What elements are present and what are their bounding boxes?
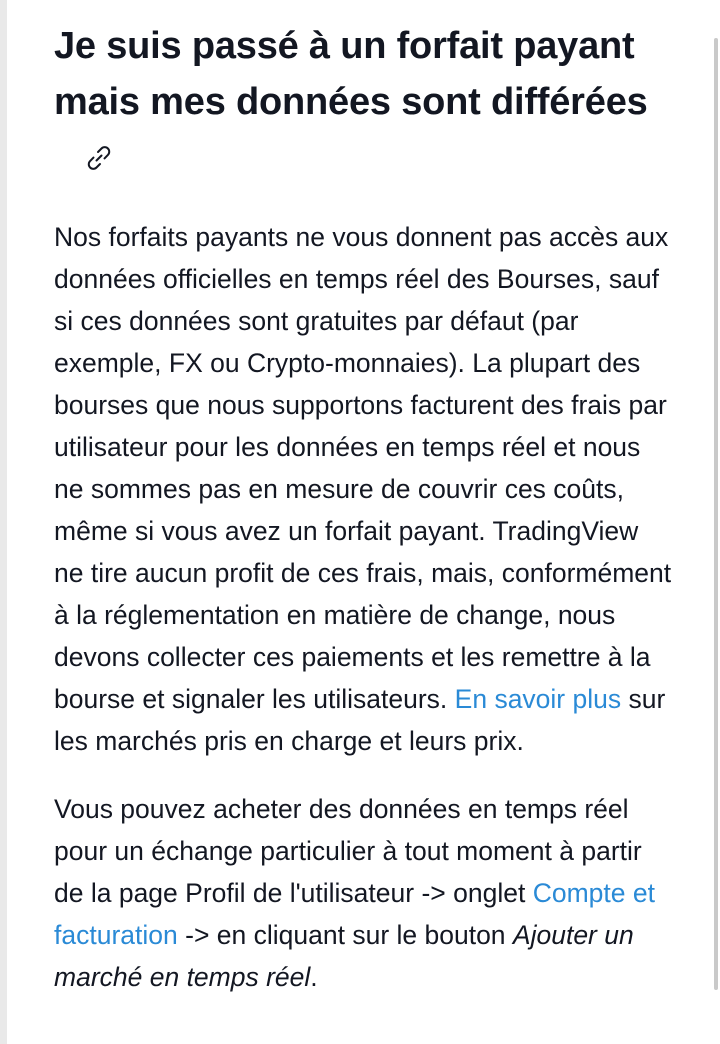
paragraph2-end: . — [310, 962, 318, 992]
paragraph2-text: Vous pouvez acheter des données en temps réel pour un échange particulier à tout moment à partir de la page Profil de l'utilisateur -> onglet — [54, 794, 642, 908]
paragraph2-text-middle: -> en cliquant sur le bouton — [185, 920, 506, 950]
paragraph-plans — [54, 216, 674, 762]
article-content — [54, 18, 674, 998]
paragraph1-text-after: sur les marchés pris en charge et leurs prix. — [54, 684, 666, 756]
learn-more-link[interactable]: En savoir plus — [454, 684, 622, 714]
account-billing-link[interactable]: Compte et facturation — [54, 878, 655, 950]
paragraph-purchase — [54, 788, 674, 998]
add-realtime-market-emphasis: Ajouter un marché en temps réel — [54, 920, 634, 992]
link-icon[interactable] — [84, 133, 114, 163]
article-title — [54, 18, 674, 186]
article-title-text: Je suis passé à un forfait payant mais mes données sont différées — [54, 25, 648, 123]
left-border — [0, 0, 7, 1044]
paragraph1-text: Nos forfaits payants ne vous donnent pas accès aux données officielles en temps réel des Bourses, sauf si ces données sont gratuites par défaut (par exemple, FX ou Crypto-monnaies). La plupart des bourses que nous supportons facturent des frais par utilisateur pour les données en temps réel et nous ne sommes pas en mesure de couvrir ces coûts, même si vous avez un forfait payant. TradingView ne tire aucun profit de ces frais, mais, conformément à la réglementation en matière de change, nous devons collecter ces paiements et les remettre à la bourse et signaler les utilisateurs. — [54, 222, 672, 714]
scrollbar[interactable] — [714, 38, 718, 990]
